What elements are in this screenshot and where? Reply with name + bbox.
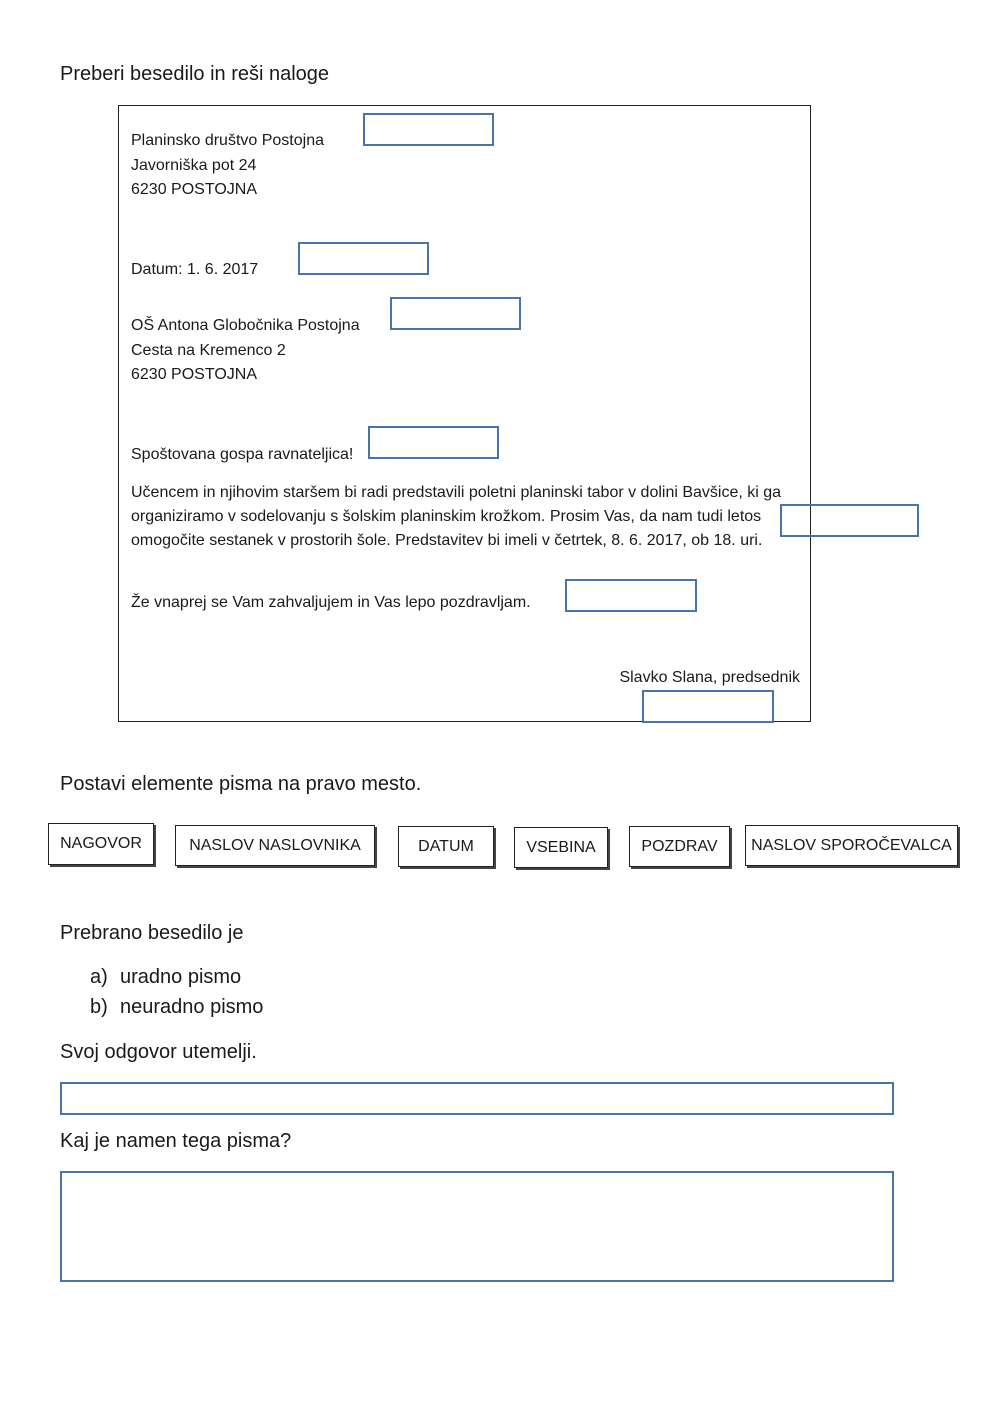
recipient-line-1: OŠ Antona Globočnika Postojna	[131, 317, 360, 334]
drop-target-signature[interactable]	[642, 690, 774, 723]
drop-target-sender[interactable]	[363, 113, 494, 146]
recipient-line-3: 6230 POSTOJNA	[131, 366, 257, 383]
chip-datum[interactable]: DATUM	[398, 826, 494, 867]
option-a-marker: a)	[90, 966, 108, 988]
option-a-label: uradno pismo	[120, 966, 242, 988]
drop-target-closing[interactable]	[565, 579, 697, 612]
option-b[interactable]	[90, 996, 263, 1019]
justify-answer-field[interactable]	[60, 1082, 894, 1115]
section-heading-place: Postavi elemente pisma na pravo mesto.	[60, 773, 422, 795]
sender-line-3: 6230 POSTOJNA	[131, 181, 257, 198]
chip-vsebina[interactable]: VSEBINA	[514, 827, 608, 868]
recipient-address	[131, 314, 360, 388]
question-justify: Svoj odgovor utemelji.	[60, 1041, 257, 1063]
sender-line-1: Planinsko društvo Postojna	[131, 132, 324, 149]
sender-address	[131, 129, 324, 203]
recipient-line-2: Cesta na Kremenco 2	[131, 341, 286, 359]
chip-pozdrav[interactable]: POZDRAV	[629, 826, 730, 867]
letter-signature: Slavko Slana, predsednik	[619, 669, 800, 686]
page-title: Preberi besedilo in reši naloge	[60, 63, 330, 85]
letter-frame	[118, 105, 811, 722]
purpose-answer-field[interactable]	[60, 1171, 894, 1282]
option-a[interactable]	[90, 966, 241, 989]
question-purpose: Kaj je namen tega pisma?	[60, 1130, 292, 1152]
sender-line-2: Javorniška pot 24	[131, 156, 257, 174]
letter-body: Učencem in njihovim staršem bi radi predstavili poletni planinski tabor v dolini Bavšice, ki ga organiziramo v sodelovanju s šolskim planinskim krožkom. Prosim Vas, da nam tudi letos omogočite sestanek v prostorih šole. Predstavitev bi imeli v četrtek, 8. 6. 2017, ob 18. uri.	[131, 484, 782, 549]
drop-target-recipient[interactable]	[390, 297, 521, 330]
chip-naslov-sporocevalca[interactable]: NASLOV SPOROČEVALCA	[745, 825, 958, 866]
question-text-type: Prebrano besedilo je	[60, 922, 244, 944]
drop-target-date[interactable]	[298, 242, 429, 275]
letter-greeting: Spoštovana gospa ravnateljica!	[131, 446, 354, 463]
drop-target-greeting[interactable]	[368, 426, 499, 459]
option-b-label: neuradno pismo	[120, 996, 264, 1018]
chip-nagovor[interactable]: NAGOVOR	[48, 823, 154, 865]
chip-naslov-naslovnika[interactable]: NASLOV NASLOVNIKA	[175, 825, 375, 866]
letter-date: Datum: 1. 6. 2017	[131, 261, 259, 278]
drop-target-body[interactable]	[780, 504, 919, 537]
letter-closing: Že vnaprej se Vam zahvaljujem in Vas lepo pozdravljam.	[131, 594, 531, 611]
option-b-marker: b)	[90, 996, 108, 1018]
